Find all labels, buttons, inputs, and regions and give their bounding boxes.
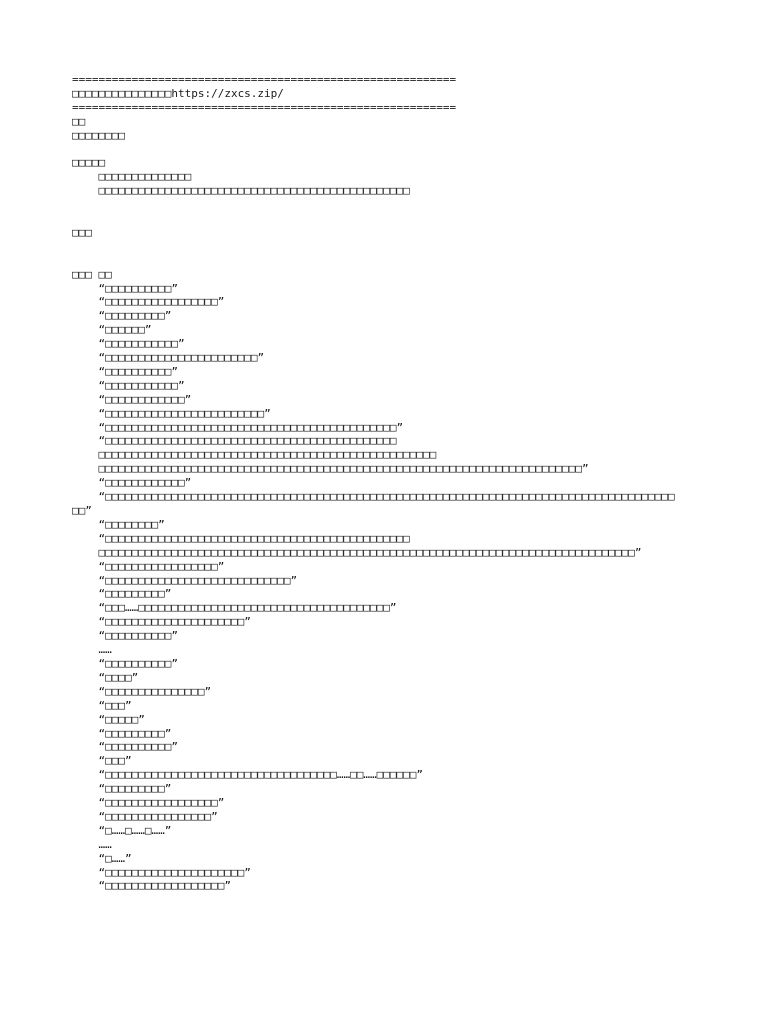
- text-line: “□□□□□□□□□□□□□□□□□□□□□□□□”: [72, 406, 271, 420]
- text-line: [72, 198, 712, 212]
- text-line: □□□ □□: [72, 267, 112, 281]
- text-line: “□□□□□□□□□□□”: [72, 337, 185, 351]
- text-line: ……: [72, 643, 112, 657]
- text-line: [72, 143, 712, 157]
- text-line: “□□□□□□”: [72, 323, 152, 337]
- text-line: “□……”: [72, 851, 132, 865]
- text-line: ==========================================================: [72, 73, 457, 86]
- text-line: □□□□□□□□□□□□□□□□□□□□□□□□□□□□□□□□□□□□□□□□□□□□□□□□□□□□□□□□□□□□□□□□□□□□□□□□□□□□□□□□□”: [72, 545, 642, 559]
- text-line: [72, 240, 712, 254]
- text-line: “□……□……□……”: [72, 823, 172, 837]
- text-line: “□□□□□□□□□□□□□□□□□□□□□”: [72, 615, 251, 629]
- text-line: □□□: [72, 225, 92, 239]
- text-line: “□□□□□□□□□□”: [72, 629, 178, 643]
- text-line: “□□□□□□□□□□□□□□□□□□□□□□□□□□□□□□□□□□□……□□……□□□□□□”: [72, 768, 424, 782]
- text-line: [72, 212, 712, 226]
- text-line: “□□□□□□□□□□□□□□□□□□”: [72, 879, 231, 893]
- text-line: “□□□”: [72, 754, 132, 768]
- text-line: “□□□□□□□□□”: [72, 309, 172, 323]
- text-line: ==========================================================: [72, 100, 457, 114]
- text-line: “□□□□□□□□□□□□□□□”: [72, 684, 212, 698]
- text-line: “□□□□□□□□□□”: [72, 656, 178, 670]
- text-line: “□□□□□□□□□□□”: [72, 378, 185, 392]
- text-line: “□□□□□□□□□□□□□□□□□□□□□□□□□□□□□□□□□□□□□□□□□□□□□□□□□□□□□□□□□□□□□□□□□□□□□□□□□□□□□□□□□□□□□□: [72, 490, 675, 504]
- text-line: □□□□□□□□□□□□□□□□□□□□□□□□□□□□□□□□□□□□□□□□□□□□□□□□□□□: [72, 448, 437, 462]
- text-line: “□□□□□□□□□”: [72, 726, 172, 740]
- text-line: “□□□……□□□□□□□□□□□□□□□□□□□□□□□□□□□□□□□□□□□□□□”: [72, 601, 397, 615]
- text-line: □□: [72, 114, 86, 128]
- text-line: “□□□□□□□□□□□□□□□□□□□□□”: [72, 865, 251, 879]
- text-line: “□□□□□□□□□□□□□□□□□”: [72, 295, 225, 309]
- text-line: “□□□□□□□□□□□□□□□□□□□□□□□□□□□□□□□□□□□□□□□□□□□□□□: [72, 531, 410, 545]
- text-line: “□□□□□□□□□□□□□□□□□□□□□□□”: [72, 351, 265, 365]
- text-line: “□□□□□□□□□□”: [72, 740, 178, 754]
- text-line: □□□□□□□□□□□□□□: [72, 170, 192, 184]
- text-line: “□□□□□□□□□□□□□□□□□”: [72, 559, 225, 573]
- text-line: □□□□□: [72, 156, 106, 170]
- text-line: “□□□□□□□□□□”: [72, 281, 178, 295]
- text-line: “□□□□□□□□□□”: [72, 364, 178, 378]
- text-line: “□□□□□□□□□□□□□□□□□”: [72, 796, 225, 810]
- text-line: □□□□□□□□: [72, 128, 125, 142]
- text-line: □□□□□□□□□□□□□□□https://zxcs.zip/: [72, 86, 284, 100]
- text-line: “□□□”: [72, 698, 132, 712]
- text-line: “□□□□□□□□□□□□”: [72, 476, 192, 490]
- text-line: “□□□□”: [72, 670, 139, 684]
- text-line: □□□□□□□□□□□□□□□□□□□□□□□□□□□□□□□□□□□□□□□□□□□□□□□: [72, 184, 410, 198]
- text-line: ……: [72, 837, 112, 851]
- text-line: “□□□□□□□□”: [72, 517, 165, 531]
- text-line: “□□□□□□□□□□□□□□□□□□□□□□□□□□□□□□□□□□□□□□□□□□□□”: [72, 420, 404, 434]
- text-line: [72, 254, 712, 268]
- document-body: [72, 73, 712, 893]
- text-line: □□”: [72, 504, 92, 518]
- text-line: “□□□□□”: [72, 712, 145, 726]
- text-line: “□□□□□□□□□□□□”: [72, 392, 192, 406]
- text-line: “□□□□□□□□□□□□□□□□□□□□□□□□□□□□□□□□□□□□□□□□□□□□: [72, 434, 397, 448]
- text-line: “□□□□□□□□□□□□□□□□□□□□□□□□□□□□”: [72, 573, 298, 587]
- text-line: □□□□□□□□□□□□□□□□□□□□□□□□□□□□□□□□□□□□□□□□□□□□□□□□□□□□□□□□□□□□□□□□□□□□□□□□□”: [72, 462, 589, 476]
- text-line: “□□□□□□□□□□□□□□□□”: [72, 809, 218, 823]
- text-line: “□□□□□□□□□”: [72, 587, 172, 601]
- text-line: “□□□□□□□□□”: [72, 782, 172, 796]
